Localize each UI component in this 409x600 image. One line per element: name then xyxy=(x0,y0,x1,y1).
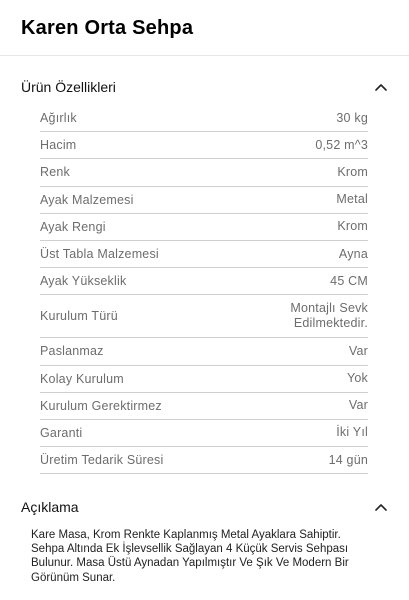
spec-row xyxy=(40,187,368,214)
spec-row xyxy=(40,268,368,295)
spec-row xyxy=(40,366,368,393)
spec-label: Kurulum Gerektirmez xyxy=(40,398,162,413)
spec-row xyxy=(40,393,368,420)
spec-value: 45 CM xyxy=(330,273,368,288)
spec-label: Renk xyxy=(40,165,70,180)
spec-label: Ayak Yükseklik xyxy=(40,274,127,289)
spec-row xyxy=(40,295,368,338)
description-section-header[interactable] xyxy=(21,497,387,517)
spec-table xyxy=(40,105,368,474)
spec-row xyxy=(40,420,368,447)
spec-value: Krom xyxy=(337,164,368,179)
description-text: Kare Masa, Krom Renkte Kaplanmış Metal Ayaklara Sahiptir. Sehpa Altında Ek İşlevsellik Sağlayan 4 Küçük Servis Sehpası Bulunur. Masa Üstü Aynadan Yapılmıştır Ve Şık Ve Modern Bir Görünüm Sunar. xyxy=(31,529,349,584)
spec-row xyxy=(40,159,368,186)
spec-value: Var xyxy=(348,398,368,413)
spec-value: İki Yıl xyxy=(336,425,368,440)
spec-value: 14 gün xyxy=(328,452,368,467)
spec-row xyxy=(40,214,368,241)
spec-label: Hacim xyxy=(40,138,77,153)
chevron-up-icon[interactable] xyxy=(375,83,387,91)
spec-row xyxy=(40,241,368,268)
spec-value: 30 kg xyxy=(336,110,368,125)
spec-row xyxy=(40,338,368,365)
spec-value: Yok xyxy=(347,371,368,386)
spec-label: Kurulum Türü xyxy=(40,309,118,324)
spec-label: Üst Tabla Malzemesi xyxy=(40,247,159,262)
spec-label: Ağırlık xyxy=(40,111,77,126)
page-title: Karen Orta Sehpa xyxy=(21,17,194,39)
spec-value: 0,52 m^3 xyxy=(315,137,368,152)
features-section-title: Ürün Özellikleri xyxy=(21,79,116,95)
spec-row xyxy=(40,105,368,132)
spec-label: Üretim Tedarik Süresi xyxy=(40,453,164,468)
spec-row xyxy=(40,132,368,159)
spec-value: Metal xyxy=(336,192,368,207)
spec-label: Garanti xyxy=(40,425,83,440)
spec-label: Kolay Kurulum xyxy=(40,371,124,386)
spec-label: Ayak Malzemesi xyxy=(40,192,134,207)
spec-value: Ayna xyxy=(338,246,368,261)
spec-label: Ayak Rengi xyxy=(40,219,106,234)
spec-value: Krom xyxy=(337,219,368,234)
spec-value: Montajlı Sevk Edilmektedir. xyxy=(290,301,368,331)
description-section-title: Açıklama xyxy=(21,499,79,515)
divider xyxy=(0,55,409,56)
spec-value: Var xyxy=(348,343,368,358)
features-section-header[interactable] xyxy=(21,77,387,97)
spec-row xyxy=(40,447,368,474)
chevron-up-icon[interactable] xyxy=(375,503,387,511)
spec-label: Paslanmaz xyxy=(40,344,104,359)
